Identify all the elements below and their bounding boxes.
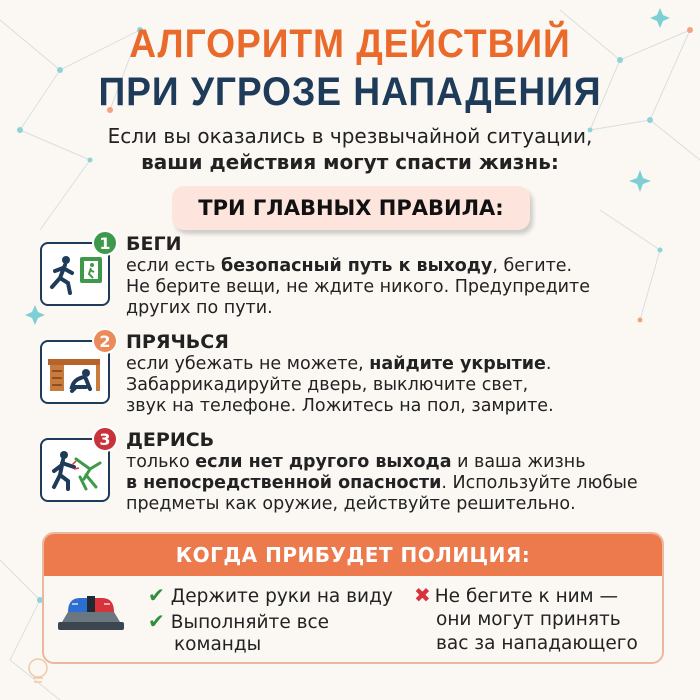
check-icon: ✔ <box>148 583 165 607</box>
rule-text-bold: безопасный путь к выходу <box>220 256 493 276</box>
rule-hide <box>40 330 680 420</box>
police-dont-text: вас за нападающего <box>436 633 638 654</box>
rule-text: других по пути. <box>126 298 273 318</box>
rule-text: если есть <box>126 256 221 276</box>
police-do-text: Выполняйте все <box>170 612 330 633</box>
police-do-text: команды <box>174 634 262 655</box>
rule-text-bold: в непосредственной опасности <box>126 473 442 493</box>
police-section-title: КОГДА ПРИБУДЕТ ПОЛИЦИЯ: <box>44 534 662 576</box>
rules-title-badge <box>172 186 530 230</box>
rule-text: Забаррикадируйте дверь, выключите свет, <box>126 375 529 395</box>
police-do-item <box>148 610 329 634</box>
rule-text: и ваша жизнь <box>451 452 586 472</box>
police-do-text: Держите руки на виду <box>170 586 393 607</box>
rule-text: . Используйте любые <box>441 473 638 493</box>
rule-text: Не берите вещи, не ждите никого. Предупредите <box>126 277 591 297</box>
rule-text: если убежать не можете, <box>126 354 370 374</box>
cross-icon: ✖ <box>414 583 431 607</box>
rule-text: только <box>126 452 196 472</box>
police-dont-item <box>414 584 618 608</box>
police-dont-text: они могут принять <box>436 609 621 630</box>
police-siren-icon <box>54 592 128 636</box>
title-line-2: ПРИ УГРОЗЕ НАПАДЕНИЯ <box>98 70 602 114</box>
rule-number-badge: 1 <box>92 230 118 256</box>
title-line-1: АЛГОРИТМ ДЕЙСТВИЙ <box>129 22 571 66</box>
check-icon: ✔ <box>148 609 165 633</box>
rules-title: ТРИ ГЛАВНЫХ ПРАВИЛА: <box>198 196 504 220</box>
subtitle-line-2: ваши действия могут спасти жизнь: <box>141 150 559 174</box>
rule-text: звук на телефоне. Ложитесь на пол, замрите. <box>126 396 554 416</box>
rule-text: . <box>545 354 552 374</box>
rule-heading: ПРЯЧЬСЯ <box>126 331 229 353</box>
police-section <box>42 532 664 664</box>
rule-number-badge: 2 <box>92 328 118 354</box>
rule-run <box>40 232 680 322</box>
rule-text-bold: найдите укрытие <box>369 354 546 374</box>
rule-number-badge: 3 <box>92 426 118 452</box>
rule-text: , бегите. <box>492 256 573 276</box>
police-dont-text: Не бегите к ним — <box>434 586 619 607</box>
rule-text: предметы как оружие, действуйте решительно. <box>126 494 576 514</box>
rule-heading: ДЕРИСЬ <box>126 429 215 451</box>
rule-heading: БЕГИ <box>126 233 182 255</box>
police-do-item <box>148 584 393 608</box>
subtitle-line-1: Если вы оказались в чрезвычайной ситуации, <box>107 124 593 148</box>
rule-text-bold: если нет другого выхода <box>195 452 452 472</box>
rule-fight <box>40 428 680 518</box>
